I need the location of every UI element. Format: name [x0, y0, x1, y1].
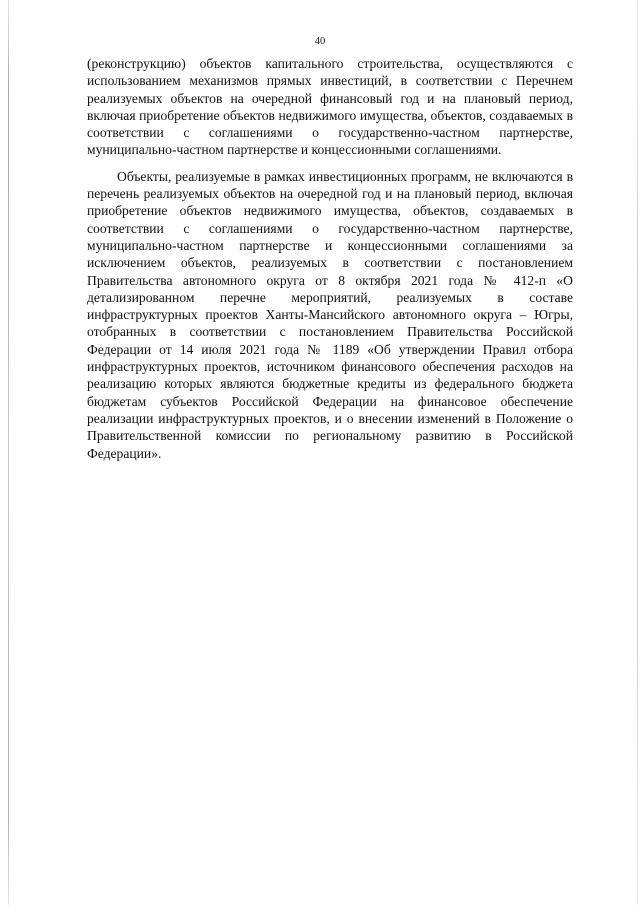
paragraph-investment-programs: Объекты, реализуемые в рамках инвестиционных программ, не включаются в перечень реализуемых объектов на очередной год и на плановый период, включая приобретение объектов недвижимого имущества, объектов, создаваемых в соответствии с соглашениями о государственно-частном партнерстве, муниципально-частном партнерстве и концессионными соглашениями за исключением объектов, реализуемых в соответствии с постановлением Правительства автономного округа от 8 октября 2021 года № 412-п «О детализированном перечне мероприятий, реализуемых в составе инфраструктурных проектов Ханты-Мансийского автономного округа – Югры, отобранных в соответствии с постановлением Правительства Российской Федерации от 14 июля 2021 года № 1189 «Об утверждении Правил отбора инфраструктурных проектов, источником финансового обеспечения расходов на реализацию которых являются бюджетные кредиты из федерального бюджета бюджетам субъектов Российской Федерации на финансовое обеспечение реализации инфраструктурных проектов, и о внесении изменений в Положение о Правительственной комиссии по региональному развитию в Российской Федерации». [87, 168, 573, 461]
scan-edge-right [637, 0, 638, 905]
document-body [87, 55, 573, 462]
page-number: 40 [314, 36, 326, 47]
scan-edge-left [8, 0, 9, 905]
paragraph-continuation: (реконструкцию) объектов капитального строительства, осуществляются с использованием механизмов прямых инвестиций, в соответствии с Перечнем реализуемых объектов на очередной финансовый год и на плановый период, включая приобретение объектов недвижимого имущества, объектов, создаваемых в соответствии с соглашениями о государственно-частном партнерстве, муниципально-частном партнерстве и концессионными соглашениями. [87, 56, 573, 158]
